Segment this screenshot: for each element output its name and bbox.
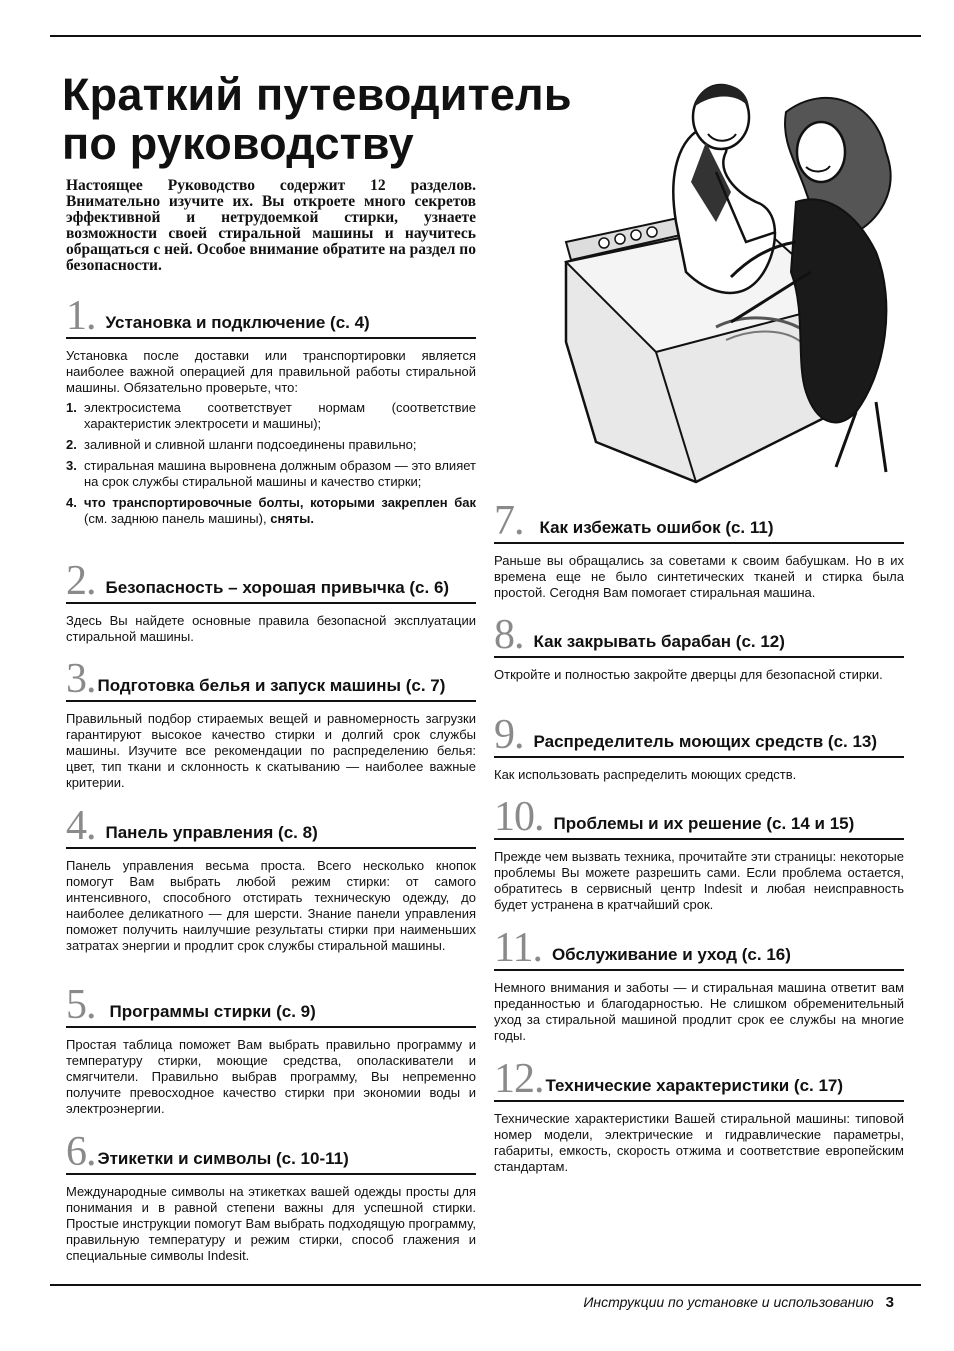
section-body: Как использовать распределить моющих средств.: [494, 767, 797, 782]
section-9: [494, 712, 904, 783]
section-number: 8.: [494, 612, 524, 658]
section-number: 10.: [494, 794, 544, 840]
section-title: Подготовка белья и запуск машины (с. 7): [97, 676, 446, 695]
section-title: Безопасность – хорошая привычка (с. 6): [105, 578, 450, 597]
section-body: Простая таблица поможет Вам выбрать правильно программу и температуру стирки, моющие средства, ополаскиватели и смягчители. Правильно выбрав программу, Вы непременно получите превосходное качество стирки при экономии воды и электроэнергии.: [66, 1037, 476, 1116]
section-title: Обслуживание и уход (с. 16): [551, 945, 791, 964]
list-item: 2. заливной и сливной шланги подсоединены правильно;: [66, 437, 417, 452]
section-number: 5.: [66, 982, 96, 1028]
section-number: 3.: [66, 656, 96, 702]
section-body: Панель управления весьма проста. Всего несколько кнопок помогут Вам выбрать любой режим стирки: от самого интенсивного, способного отстирать техническую одежду, до наиболее деликатного — для шерсти. Знание панели управления поможет получить наилучшие результаты стирки при наименьших затратах энергии и продлит срок службы стиральной машины.: [66, 858, 476, 953]
section-number: 6.: [66, 1129, 96, 1175]
section-title: Установка и подключение (с. 4): [105, 313, 370, 332]
intro-paragraph: Настоящее Руководство содержит 12 разделов. Внимательно изучите их. Вы откроете много секретов эффективной и нетрудоемкой стирки, узнаете возможности своей стиральной машины и научитесь обращаться с ней. Особое внимание обратите на раздел по безопасности.: [66, 177, 476, 274]
section-title: Как избежать ошибок (с. 11): [539, 518, 774, 537]
section-body: Технические характеристики Вашей стиральной машины: типовой номер модели, электрические и гидравлические параметры, габариты, емкость, скорость отжима и соответствие европейским стандартам.: [494, 1111, 904, 1174]
section-number: 1.: [66, 293, 96, 339]
section-title: Проблемы и их решение (с. 14 и 15): [553, 814, 855, 833]
section-title: Распределитель моющих средств (с. 13): [533, 732, 878, 751]
footer-text: Инструкции по установке и использованию: [583, 1294, 874, 1310]
couple-washing-machine-illustration: [556, 72, 916, 492]
section-body: Прежде чем вызвать техника, прочитайте эти страницы: некоторые проблемы Вы можете разрешить сами. Если проблема остается, обратитесь в сервисный центр Indesit и любая неисправность будет устранена в кратчайший срок.: [494, 849, 904, 912]
title-line-2: по руководству: [62, 118, 414, 169]
section-number: 11.: [494, 925, 542, 971]
section-number: 7.: [494, 498, 524, 544]
section-number: 4.: [66, 803, 96, 849]
section-body: Откройте и полностью закройте дверцы для безопасной стирки.: [494, 667, 883, 682]
section-body: Здесь Вы найдете основные правила безопасной эксплуатации стиральной машины.: [66, 613, 476, 644]
section-1-header: [66, 293, 476, 339]
section-title: Программы стирки (с. 9): [109, 1002, 316, 1021]
section-11: [494, 925, 904, 1044]
section-1: [66, 293, 476, 532]
section-body: Раньше вы обращались за советами к своим бабушкам. Но в их времена еще не было синтетических тканей и стирка была простой. Сегодня Вам помогает стиральная машина.: [494, 553, 904, 600]
section-number: 9.: [494, 712, 524, 758]
top-rule: [50, 35, 921, 37]
section-title: Как закрывать барабан (с. 12): [533, 632, 785, 651]
checklist: [66, 400, 476, 527]
section-10: [494, 794, 904, 913]
section-5: [66, 982, 476, 1117]
page-title: [62, 70, 572, 168]
page-number: 3: [885, 1294, 894, 1311]
section-3: [66, 656, 476, 791]
list-item: 1. электросистема соответствует нормам (соответствие характеристик электросети и машины);: [66, 400, 476, 431]
section-body: Правильный подбор стираемых вещей и равномерность загрузки гарантируют высокое качество стирки и долгий срок службы машины. Изучите все рекомендации по распределению белья: цвет, тип ткани и склонность к скатыванию — наиболее важные критерии.: [66, 711, 476, 790]
section-8: [494, 612, 904, 683]
section-title: Этикетки и символы (с. 10-11): [97, 1149, 349, 1168]
page-footer: [583, 1294, 894, 1311]
section-12: [494, 1056, 904, 1175]
section-number: 12.: [494, 1056, 544, 1102]
section-body: Установка после доставки или транспортировки является наиболее важной операцией для правильной работы стиральной машины. Обязательно проверьте, что:: [66, 348, 476, 395]
section-6: [66, 1129, 476, 1264]
section-4: [66, 803, 476, 954]
section-7: [494, 498, 904, 601]
list-item: 3. стиральная машина выровнена должным образом — это влияет на срок службы стиральной машины и качество стирки;: [66, 458, 476, 489]
bottom-rule: [50, 1284, 921, 1286]
section-title: Технические характеристики (с. 17): [545, 1076, 844, 1095]
section-number: 2.: [66, 558, 96, 604]
title-line-1: Краткий путеводитель: [62, 69, 572, 120]
section-2: [66, 558, 476, 645]
section-title: Панель управления (с. 8): [105, 823, 318, 842]
section-body: Немного внимания и заботы — и стиральная машина ответит вам преданностью и благодарностью. Не слишком обременительный уход за стиральной машиной продлит срок ее службы на многие годы.: [494, 980, 904, 1043]
section-body: Международные символы на этикетках вашей одежды просты для понимания и в равной степени важны для успешной стирки. Простые инструкции помогут Вам выбрать подходящую программу, правильную температуру и режим стирки, способ глажения и специальные символы Indesit.: [66, 1184, 476, 1263]
list-item: 4. что транспортировочные болты, которыми закреплен бак (см. заднюю панель машины), сняты.: [66, 495, 476, 526]
